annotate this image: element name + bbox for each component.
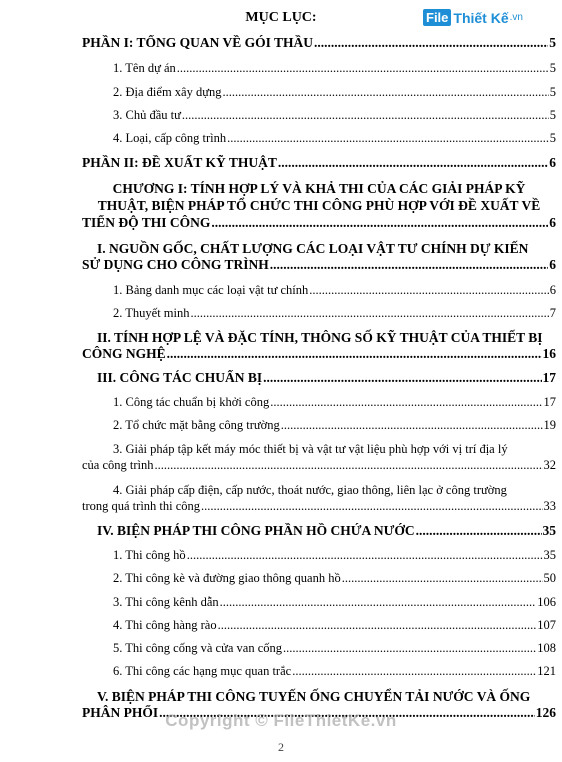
toc-entry-line: I. NGUỒN GỐC, CHẤT LƯỢNG CÁC LOẠI VẬT TƯ CHÍNH DỰ KIẾN [97, 241, 529, 256]
toc-entry-s3-4-last[interactable] [82, 499, 556, 514]
toc-entry-1-3[interactable] [113, 108, 556, 123]
toc-entry-text: 2. Địa điểm xây dựng [113, 85, 222, 99]
toc-entry-text: 4. Loại, cấp công trình [113, 131, 227, 145]
site-logo [423, 9, 523, 26]
toc-entry-text: 4. Thi công hàng rào [113, 618, 217, 632]
toc-entry-1-2[interactable] [113, 85, 556, 100]
toc-entry-text: PHẦN II: ĐỀ XUẤT KỸ THUẬT [82, 155, 277, 170]
toc-entry-text: 1. Bảng danh mục các loại vật tư chính [113, 283, 309, 297]
toc-entry-page: 35 [542, 523, 556, 538]
leader-dots [177, 61, 549, 76]
leader-dots [309, 283, 548, 298]
toc-entry-page: 50 [543, 571, 556, 585]
toc-entry-text: TIẾN ĐỘ THI CÔNG [82, 215, 211, 230]
leader-dots [263, 370, 541, 386]
leader-dots [314, 35, 548, 51]
toc-entry-s3-1[interactable] [113, 395, 556, 410]
toc-entry-s1-1[interactable] [113, 283, 556, 298]
toc-entry-page: 5 [549, 85, 556, 99]
toc-title: MỤC LỤC: [245, 10, 317, 25]
toc-entry-page: 16 [542, 346, 556, 361]
leader-dots [155, 458, 543, 473]
toc-entry-page: 19 [543, 418, 556, 432]
leader-dots [416, 523, 542, 539]
toc-entry-page: 5 [549, 131, 556, 145]
toc-entry-line: 3. Giải pháp tập kết máy móc thiết bị và vật tư vật liệu phù hợp với vị trí địa lý [113, 442, 508, 456]
toc-entry-part-2[interactable] [82, 155, 556, 171]
toc-entry-section-4[interactable] [97, 523, 556, 539]
toc-entry-page: 107 [537, 618, 556, 632]
toc-entry-page: 32 [543, 458, 556, 472]
toc-entry-page: 33 [543, 499, 556, 513]
toc-entry-s4-5[interactable] [113, 641, 556, 656]
toc-entry-line: CHƯƠNG I: TÍNH HỢP LÝ VÀ KHẢ THI CỦA CÁC GIẢI PHÁP KỸ [112, 181, 526, 196]
toc-entry-text: 1. Thi công hồ [113, 548, 186, 562]
leader-dots [218, 618, 537, 633]
toc-entry-line: V. BIỆN PHÁP THI CÔNG TUYẾN ỐNG CHUYỂN TẢI NƯỚC VÀ ỐNG [97, 689, 531, 704]
toc-entry-text: của công trình [82, 458, 154, 472]
toc-entry-text: trong quá trình thi công [82, 499, 201, 513]
toc-entry-section-2-last[interactable] [82, 346, 556, 362]
toc-entry-chapter-1[interactable] [82, 180, 556, 214]
toc-entry-page: 126 [535, 705, 556, 720]
toc-entry-page: 7 [549, 306, 556, 320]
toc-entry-1-1[interactable] [113, 61, 556, 76]
toc-entry-text: 2. Thuyết minh [113, 306, 190, 320]
leader-dots [223, 85, 549, 100]
toc-entry-page: 6 [549, 155, 556, 170]
toc-entry-s3-3-last[interactable] [82, 458, 556, 473]
toc-entry-1-4[interactable] [113, 131, 556, 146]
toc-entry-s4-6[interactable] [113, 664, 556, 679]
toc-entry-page: 5 [549, 35, 556, 50]
toc-entry-page: 6 [549, 215, 556, 230]
toc-entry-text: 2. Tổ chức mặt bằng công trường [113, 418, 280, 432]
leader-dots [191, 306, 549, 321]
logo-name: Thiết Kế [453, 9, 509, 26]
toc-entry-page: 121 [537, 664, 556, 678]
toc-entry-page: 5 [549, 61, 556, 75]
toc-entry-text: 5. Thi công cống và cửa van cống [113, 641, 282, 655]
toc-entry-page: 6 [549, 283, 556, 297]
toc-entry-s1-2[interactable] [113, 306, 556, 321]
leader-dots [182, 108, 549, 123]
toc-entry-text: 6. Thi công các hạng mục quan trắc [113, 664, 292, 678]
toc-entry-s4-2[interactable] [113, 571, 556, 586]
toc-entry-text: SỬ DỤNG CHO CÔNG TRÌNH [82, 257, 269, 272]
page-number: 2 [278, 740, 284, 754]
toc-entry-s3-2[interactable] [113, 418, 556, 433]
leader-dots [292, 664, 536, 679]
leader-dots [227, 131, 549, 146]
toc-entry-page: 5 [549, 108, 556, 122]
toc-entry-section-2[interactable] [97, 329, 556, 346]
leader-dots [201, 499, 542, 514]
leader-dots [281, 418, 543, 433]
toc-entry-s4-4[interactable] [113, 618, 556, 633]
toc-entry-line: II. TÍNH HỢP LỆ VÀ ĐẶC TÍNH, THÔNG SỐ KỸ THUẬT CỦA THIẾT BỊ [97, 330, 543, 345]
leader-dots [220, 595, 537, 610]
toc-entry-s3-4[interactable] [113, 482, 556, 499]
toc-entry-line: THUẬT, BIỆN PHÁP TỔ CHỨC THI CÔNG PHÙ HỢP VỚI ĐỀ XUẤT VỀ [97, 198, 541, 213]
toc-entry-text: 1. Tên dự án [113, 61, 176, 75]
toc-entry-page: 35 [543, 548, 556, 562]
toc-entry-section-3[interactable] [97, 370, 556, 386]
toc-entry-text: III. CÔNG TÁC CHUẨN BỊ [97, 370, 263, 385]
toc-entry-s4-3[interactable] [113, 595, 556, 610]
leader-dots [342, 571, 543, 586]
toc-entry-chapter-1-last[interactable] [82, 215, 556, 231]
toc-entry-page: 106 [537, 595, 556, 609]
toc-entry-s4-1[interactable] [113, 548, 556, 563]
leader-dots [283, 641, 536, 656]
toc-entry-s3-3[interactable] [113, 441, 556, 458]
toc-entry-section-1[interactable] [97, 240, 556, 257]
toc-entry-section-1-last[interactable] [82, 257, 556, 273]
leader-dots [278, 155, 548, 171]
toc-entry-text: PHẦN I: TỔNG QUAN VỀ GÓI THẦU [82, 35, 314, 50]
copyright-watermark: Copyright © FileThietKe.vn [165, 711, 397, 730]
toc-entry-section-5[interactable] [97, 688, 556, 705]
toc-entry-text: 1. Công tác chuẩn bị khởi công [113, 395, 270, 409]
leader-dots [187, 548, 543, 563]
toc-entry-text: 2. Thi công kè và đường giao thông quanh hồ [113, 571, 341, 585]
toc-entry-text: 3. Thi công kênh dẫn [113, 595, 219, 609]
toc-entry-line: 4. Giải pháp cấp điện, cấp nước, thoát nước, giao thông, liên lạc ở công trường [113, 483, 507, 497]
logo-box: File [423, 9, 451, 26]
toc-entry-page: 108 [537, 641, 556, 655]
toc-entry-part-1[interactable] [82, 35, 556, 51]
toc-entry-page: 17 [542, 370, 556, 385]
leader-dots [211, 215, 548, 231]
toc-entry-text: PHÂN PHỐI [82, 705, 159, 720]
leader-dots [270, 257, 548, 273]
toc-entry-page: 6 [549, 257, 556, 272]
toc-entry-text: 3. Chủ đầu tư [113, 108, 181, 122]
toc-entry-text: IV. BIỆN PHÁP THI CÔNG PHẦN HỒ CHỨA NƯỚC [97, 523, 415, 538]
logo-suffix: .vn [509, 12, 523, 23]
leader-dots [270, 395, 542, 410]
toc-entry-text: CÔNG NGHỆ [82, 346, 166, 361]
leader-dots [167, 346, 542, 362]
toc-entry-page: 17 [543, 395, 556, 409]
